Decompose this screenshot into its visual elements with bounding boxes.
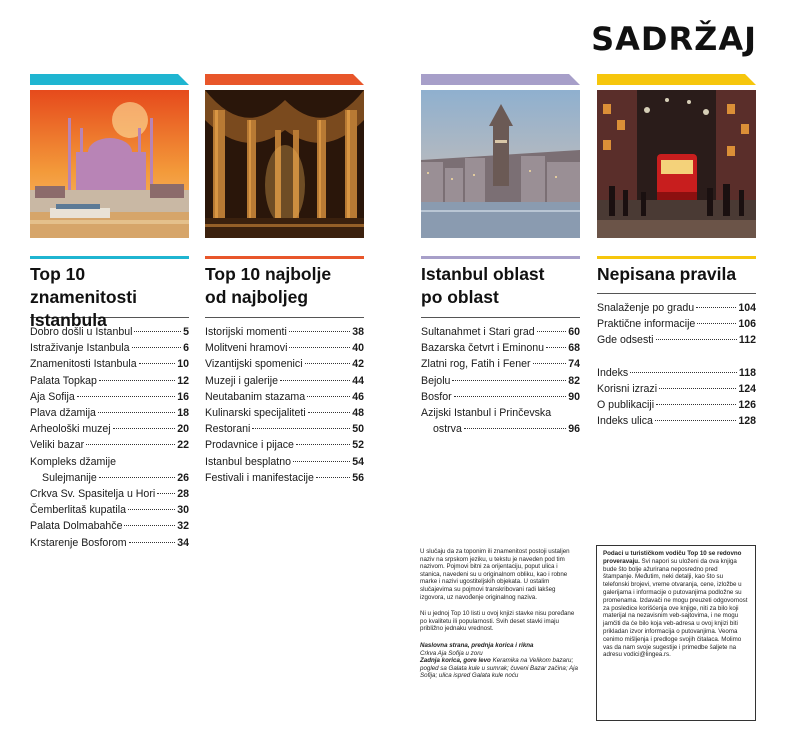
toc-item[interactable]: Aja Sofija 16 [30, 390, 189, 403]
toc-item[interactable]: Bejolu 82 [421, 374, 580, 387]
toc-item[interactable]: Muzeji i galerije 44 [205, 374, 364, 387]
toc-item[interactable]: Istanbul besplatno 54 [205, 455, 364, 468]
toc-item[interactable]: Palata Dolmabahče 32 [30, 520, 189, 533]
toc-item[interactable]: Neutabanim stazama 46 [205, 390, 364, 403]
heading-rule [421, 256, 580, 259]
toc-column-by-area [421, 74, 580, 437]
toc-item[interactable]: Gde odsesti 112 [597, 334, 756, 347]
toc-item[interactable]: Istorijski momenti 38 [205, 326, 364, 338]
heading-rule [205, 256, 364, 259]
toc-list [597, 300, 756, 429]
note-ordering: Ni u jednoj Top 10 listi u ovoj knjizi stavke nisu poređane po kvalitetu ili popularnosti. Svih deset stavki imaju približno jednaku vrednost. [420, 610, 575, 633]
toc-item[interactable]: Zlatni rog, Fatih i Fener 74 [421, 358, 580, 371]
toc-item[interactable]: Palata Topkap 12 [30, 374, 189, 387]
toc-item[interactable]: Snalaženje po gradu 104 [597, 302, 756, 314]
toc-item[interactable]: Istraživanje Istanbula 6 [30, 342, 189, 355]
toc-list [205, 324, 364, 486]
photo-galata [421, 90, 580, 238]
toc-item[interactable]: Kulinarski specijaliteti 48 [205, 407, 364, 420]
toc-item[interactable]: Vizantijski spomenici 42 [205, 358, 364, 371]
divider [597, 293, 756, 294]
toc-item[interactable]: Znamenitosti Istanbula 10 [30, 358, 189, 371]
divider [421, 317, 580, 318]
toc-item[interactable]: Sultanahmet i Stari grad 60 [421, 326, 580, 338]
toc-item[interactable]: Festivali i manifestacije 56 [205, 471, 364, 484]
section-heading: Nepisana pravila [597, 264, 737, 284]
toc-item[interactable]: Prodavnice i pijace 52 [205, 439, 364, 452]
toc-item[interactable]: Praktične informacije 106 [597, 318, 756, 331]
divider [205, 317, 364, 318]
note-credits: Naslovna strana, prednja korica i rikna Crkva Aja Sofija u zoru Zadnja korica, gore levo Keramika na Velikom bazaru; pogled sa Galata kule u sumrak; čuveni Bazar začina; Aja Sofija; ulica ispred Galata kule noću [420, 641, 578, 680]
toc-item[interactable]: Molitveni hramovi 40 [205, 342, 364, 355]
photo-mosque [30, 90, 189, 238]
note-naming: U slučaju da za toponim ili znamenitost postoji ustaljen naziv na srpskom jeziku, u tekstu je naveden pod tim nazivom. Pojmovi bitni za orijentaciju, poput ulica i stanica, navedeni su u originalnom obliku, kao i robne marke i nazivi ugostiteljskih objekata. U ostalim slučajevima su pojmovi transkribovani radi lakšeg izgovora, uz navođenje originalnog naziva. [420, 548, 570, 601]
toc-item[interactable]: Azijski Istanbul i Prinčevska ostrva 96 [421, 407, 580, 436]
photo-cistern [205, 90, 364, 238]
color-bar [597, 74, 756, 85]
heading-rule [30, 256, 189, 259]
section-heading: Top 10 znamenitosti Istanbula [30, 264, 137, 330]
section-heading: Top 10 najbolje od najboljeg [205, 264, 332, 307]
photo-tram [597, 90, 756, 238]
toc-item[interactable]: Veliki bazar 22 [30, 439, 189, 452]
toc-item[interactable]: Bosfor 90 [421, 390, 580, 403]
toc-column-unwritten-rules [597, 74, 756, 429]
toc-column-top10-best [205, 74, 364, 486]
spacer [597, 349, 756, 365]
toc-item[interactable]: Kompleks džamije Sulejmanije 26 [30, 455, 189, 484]
toc-item[interactable]: Indeks 118 [597, 366, 756, 379]
toc-item[interactable]: Krstarenje Bosforom 34 [30, 536, 189, 549]
disclaimer-box: Podaci u turističkom vodiču Top 10 se redovno proveravaju. Svi napori su uloženi da ova knjiga bude što bolje ažurirana neposredno pred štampanje. Međutim, neki detalji, kao što su telefonski brojevi, vreme otvaranja, cene, izložbe u galerijama i informacije o putovanjima podložne su promenama. Izdavači ne mogu preuzeti odgovornost za posledice korišćenja ove knjige, niti za bilo koji materijal na nezavisnim veb-sajtovima, i ne mogu jamčiti da će bilo koja veb-adresa u ovoj knjizi biti prikladan izvor informacija o putovanjima. Veoma cenimo mišljenja i predloge svojih čitalaca. Molimo vas da nam svoje sugestije i primedbe šaljete na adresu vodici@lingea.rs. [596, 545, 756, 721]
section-heading: Istanbul oblast po oblast [421, 264, 545, 307]
toc-item[interactable]: Bazarska četvrt i Eminonu 68 [421, 342, 580, 355]
color-bar [30, 74, 189, 85]
toc-item[interactable]: Restorani 50 [205, 423, 364, 436]
footnotes [420, 548, 580, 689]
toc-item[interactable]: Korisni izrazi 124 [597, 382, 756, 395]
toc-item[interactable]: Arheološki muzej 20 [30, 423, 189, 436]
toc-column-top10-landmarks [30, 74, 189, 551]
toc-item[interactable]: Crkva Sv. Spasitelja u Hori 28 [30, 488, 189, 501]
toc-item[interactable]: Indeks ulica 128 [597, 415, 756, 428]
toc-list [421, 324, 580, 437]
toc-list [30, 324, 189, 551]
toc-item[interactable]: Plava džamija 18 [30, 407, 189, 420]
toc-item[interactable]: Dobro došli u Istanbul 5 [30, 326, 189, 338]
toc-item[interactable]: Čemberlitaš kupatila 30 [30, 504, 189, 517]
page-title: SADRŽAJ [591, 20, 757, 58]
heading-rule [597, 256, 756, 259]
color-bar [205, 74, 364, 85]
color-bar [421, 74, 580, 85]
toc-item[interactable]: O publikaciji 126 [597, 399, 756, 412]
